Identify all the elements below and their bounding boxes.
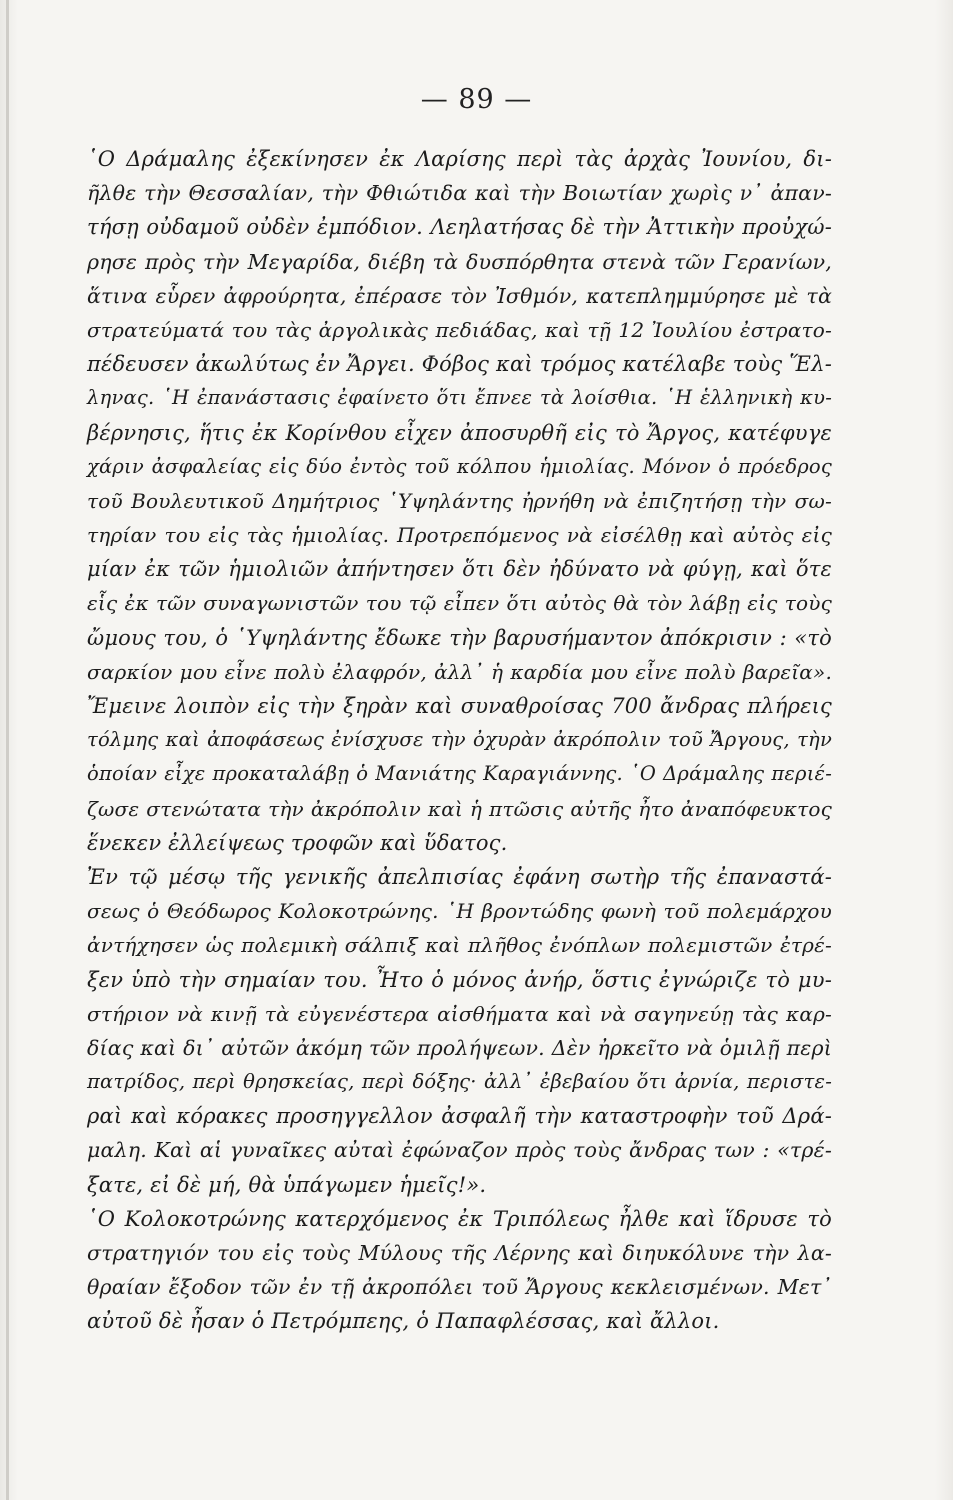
text-line: τηρίαν του εἰς τὰς ἡμιολίας. Προτρεπόμενος νὰ εἰσέλθῃ καὶ αὐτὸς εἰς (87, 523, 832, 548)
text-line: πέδευσεν ἀκωλύτως ἐν Ἄργει. Φόβος καὶ τρόμος κατέλαβε τοὺς Ἕλ- (87, 352, 832, 377)
text-line: ἀντήχησεν ὡς πολεμικὴ σάλπιξ καὶ πλῆθος ἐνόπλων πολεμιστῶν ἐτρέ- (87, 933, 832, 958)
text-line: σαρκίον μου εἶνε πολὺ ἐλαφρόν, ἀλλ᾿ ἡ καρδία μου εἶνε πολὺ βαρεῖα». (87, 659, 832, 684)
text-line: ξατε, εἰ δὲ μή, θὰ ὑπάγωμεν ἡμεῖς!». (87, 1172, 487, 1197)
text-line: μαλη. Καὶ αἱ γυναῖκες αὐταὶ ἐφώναζον πρὸς τοὺς ἄνδρας των : «τρέ- (87, 1138, 832, 1163)
text-line: ῾Ο Κολοκοτρώνης κατερχόμενος ἐκ Τριπόλεως ἦλθε καὶ ἵδρυσε τὸ (87, 1206, 832, 1231)
page-number: — 89 — (420, 84, 533, 115)
text-line: στρατηγιόν του εἰς τοὺς Μύλους τῆς Λέρνης καὶ διηυκόλυνε τὴν λα- (87, 1241, 832, 1265)
text-line: ἅτινα εὗρεν ἀφρούρητα, ἐπέρασε τὸν Ἰσθμόν, κατεπλημμύρησε μὲ τὰ (87, 283, 832, 308)
text-line: τόλμης καὶ ἀποφάσεως ἐνίσχυσε τὴν ὀχυρὰν ἀκρόπολιν τοῦ Ἄργους, τὴν (87, 728, 832, 752)
text-line: τοῦ Βουλευτικοῦ Δημήτριος ῾Υψηλάντης ἠρνήθη νὰ ἐπιζητήσῃ τὴν σω- (87, 488, 832, 513)
text-line: δίας καὶ δι᾿ αὐτῶν ἀκόμη τῶν προλήψεων. Δὲν ἠρκεῖτο νὰ ὁμιλῇ περὶ (87, 1035, 832, 1060)
text-line: ῾Ο Δράμαλης ἐξεκίνησεν ἐκ Λαρίσης περὶ τὰς ἀρχὰς Ἰουνίου, δι- (87, 147, 832, 171)
text-line: σεως ὁ Θεόδωρος Κολοκοτρώνης. ῾Η βροντώδης φωνὴ τοῦ πολεμάρχου (87, 899, 832, 924)
text-line: χάριν ἀσφαλείας εἰς δύο ἐντὸς τοῦ κόλπου ἡμιολίας. Μόνον ὁ πρόεδρος (87, 454, 832, 478)
text-line: πατρίδος, περὶ θρησκείας, περὶ δόξης· ἀλλ᾿ ἐβεβαίου ὅτι ἀρνία, περιστε- (87, 1070, 832, 1094)
text-line: ληνας. ῾Η ἐπανάστασις ἐφαίνετο ὅτι ἔπνεε τὰ λοίσθια. ῾Η ἑλληνικὴ κυ- (87, 386, 832, 410)
paragraph-3 (87, 1202, 832, 1339)
body-text (87, 142, 832, 1339)
text-line: τήσῃ οὐδαμοῦ οὐδὲν ἐμπόδιον. Λεηλατήσας δὲ τὴν Ἀττικὴν προὐχώ- (87, 215, 832, 240)
text-line: ξεν ὑπὸ τὴν σημαίαν του. Ἦτο ὁ μόνος ἀνήρ, ὅστις ἐγνώριζε τὸ μυ- (87, 967, 832, 992)
paragraph-1 (87, 142, 832, 860)
text-line: ῆλθε τὴν Θεσσαλίαν, τὴν Φθιώτιδα καὶ τὴν Βοιωτίαν χωρὶς ν᾿ ἀπαν- (87, 181, 832, 206)
text-line: Ἔμεινε λοιπὸν εἰς τὴν ξηρὰν καὶ συναθροίσας 700 ἄνδρας πλήρεις (87, 694, 832, 718)
text-line: στήριον νὰ κινῇ τὰ εὐγενέστερα αἰσθήματα καὶ νὰ σαγηνεύῃ τὰς καρ- (87, 1001, 832, 1026)
text-line: αὐτοῦ δὲ ἦσαν ὁ Πετρόμπεης, ὁ Παπαφλέσσας, καὶ ἄλλοι. (87, 1309, 720, 1334)
paragraph-2 (87, 860, 832, 1202)
text-line: εἷς ἐκ τῶν συναγωνιστῶν του τῷ εἶπεν ὅτι αὐτὸς θὰ τὸν λάβῃ εἰς τοὺς (87, 591, 832, 616)
text-line: ὤμους του, ὁ ῾Υψηλάντης ἔδωκε τὴν βαρυσήμαντον ἀπόκρισιν : «τὸ (87, 625, 832, 650)
text-line: βέρνησις, ἥτις ἐκ Κορίνθου εἶχεν ἀποσυρθῆ εἰς τὸ Ἄργος, κατέφυγε (87, 420, 832, 445)
text-line: θραίαν ἔξοδον τῶν ἐν τῇ ἀκροπόλει τοῦ Ἄργους κεκλεισμένων. Μετ᾿ (87, 1275, 832, 1300)
text-line: ζωσε στενώτατα τὴν ἀκρόπολιν καὶ ἡ πτῶσις αὐτῆς ἦτο ἀναπόφευκτος (87, 796, 832, 821)
text-line: μίαν ἐκ τῶν ἡμιολιῶν ἀπήντησεν ὅτι δὲν ἠδύνατο νὰ φύγῃ, καὶ ὅτε (87, 557, 832, 582)
text-line: ραὶ καὶ κόρακες προσηγγελλον ἀσφαλῆ τὴν καταστροφὴν τοῦ Δρά- (87, 1104, 832, 1129)
text-line: ἕνεκεν ἐλλείψεως τροφῶν καὶ ὕδατος. (87, 830, 508, 855)
text-line: ρησε πρὸς τὴν Μεγαρίδα, διέβη τὰ δυσπόρθητα στενὰ τῶν Γερανίων, (87, 249, 832, 274)
text-line: στρατεύματά του τὰς ἀργολικὰς πεδιάδας, καὶ τῇ 12 Ἰουλίου ἐστρατο- (87, 317, 832, 342)
text-line: Ἐν τῷ μέσῳ τῆς γενικῆς ἀπελπισίας ἐφάνη σωτὴρ τῆς ἐπαναστά- (87, 864, 832, 889)
text-line: ὁποίαν εἶχε προκαταλάβῃ ὁ Μανιάτης Καραγιάννης. ῾Ο Δράμαλης περιέ- (87, 762, 832, 786)
page-left-edge (6, 0, 9, 1500)
